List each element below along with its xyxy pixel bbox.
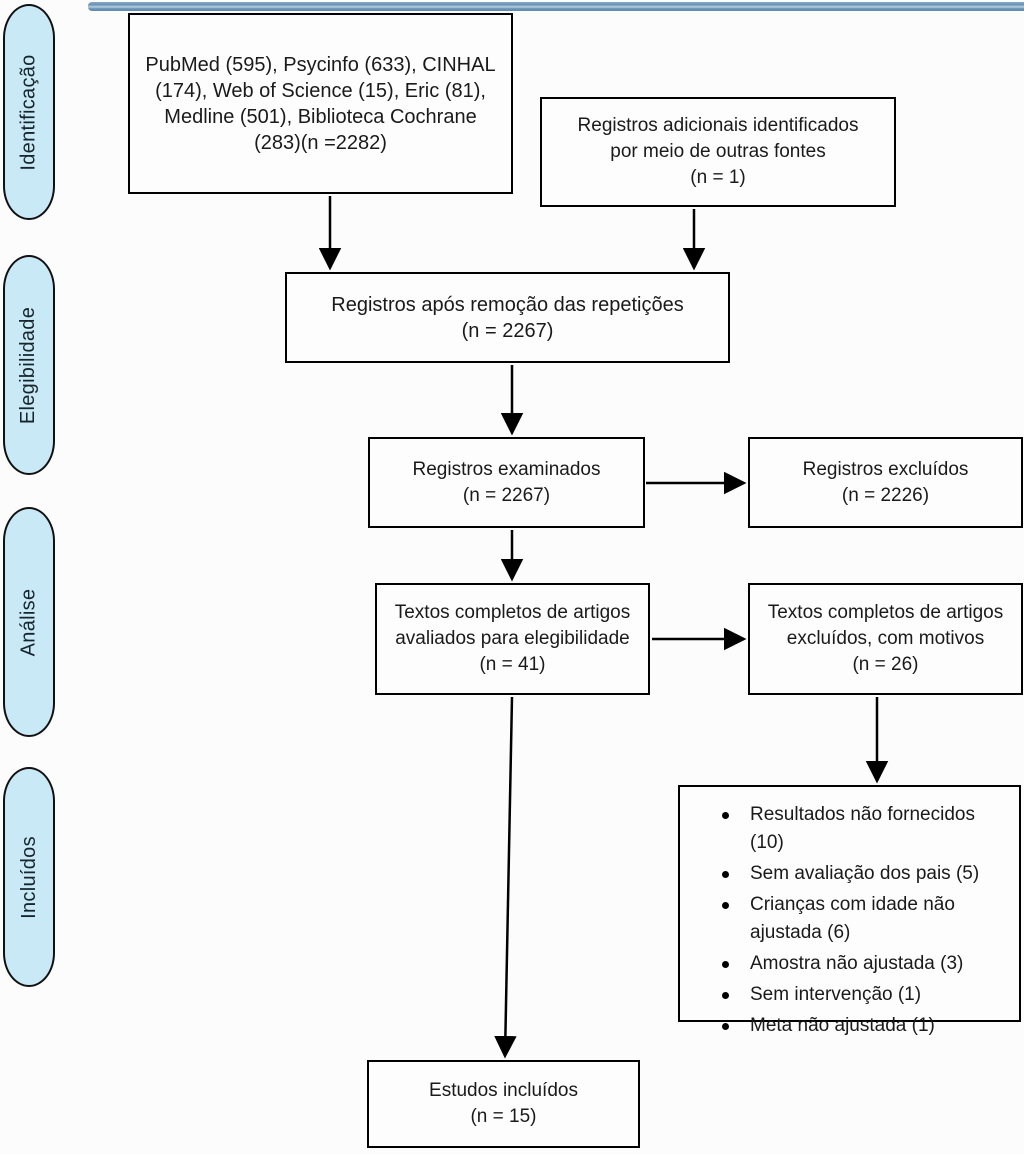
stage-analise-label: Análise: [17, 588, 40, 656]
stage-analise: [3, 507, 55, 737]
box-sources-line: (283)(n =2282): [254, 131, 387, 154]
stage-incluidos-label: Incluídos: [17, 835, 40, 919]
exclusion-reason-item: Sem intervenção (1): [694, 981, 1009, 1009]
box-studies-included-line: (n = 15): [470, 1106, 537, 1127]
box-after-dedup-line: (n = 2267): [461, 319, 554, 342]
box-additional-records: [540, 97, 896, 207]
box-fulltext-excluded-line: Textos completos de artigos: [767, 602, 1004, 623]
box-fulltext-assessed-line: Textos completos de artigos: [394, 602, 631, 623]
stage-incluidos: [3, 767, 55, 987]
box-sources-line: Medline (501), Biblioteca Cochrane: [164, 105, 477, 128]
box-records-excluded-line: Registros excluídos: [802, 458, 969, 480]
exclusion-reason-item: Sem avaliação dos pais (5): [694, 860, 1009, 888]
stage-elegibilidade-label: Elegibilidade: [17, 306, 40, 424]
box-exclusion-reasons: [678, 785, 1021, 1036]
top-accent-bar: [88, 2, 1024, 11]
box-additional-records-line: Registros adicionais identificados: [577, 115, 859, 136]
exclusion-reason-item: Resultados não fornecidos (10): [694, 801, 1009, 857]
stage-elegibilidade: [3, 255, 55, 475]
box-studies-included-line: Estudos incluídos: [429, 1080, 578, 1101]
box-additional-records-line: por meio de outras fontes: [610, 141, 826, 162]
box-fulltext-assessed: [375, 583, 650, 695]
box-after-dedup-line: Registros após remoção das repetições: [331, 293, 684, 316]
box-sources: [128, 13, 513, 194]
box-studies-included: [367, 1060, 640, 1148]
box-fulltext-assessed-line: avaliados para elegibilidade: [395, 628, 630, 649]
stage-identificacao: [3, 4, 55, 220]
box-fulltext-excluded-line: (n = 26): [852, 654, 919, 675]
box-records-screened-line: Registros examinados: [412, 458, 601, 480]
box-sources-line: PubMed (595), Psycinfo (633), CINHAL: [145, 53, 496, 76]
exclusion-reason-item: Amostra não ajustada (3): [694, 950, 1009, 978]
exclusion-reasons-list: [694, 801, 1009, 1040]
box-records-screened-line: (n = 2267): [462, 484, 551, 506]
box-additional-records-line: (n = 1): [690, 167, 746, 188]
box-fulltext-assessed-line: (n = 41): [479, 654, 546, 675]
stage-identificacao-label: Identificação: [17, 53, 40, 171]
exclusion-reason-item: Crianças com idade não ajustada (6): [694, 891, 1009, 947]
box-fulltext-excluded: [748, 583, 1023, 695]
box-sources-line: (174), Web of Science (15), Eric (81),: [155, 79, 486, 102]
box-records-excluded-line: (n = 2226): [841, 484, 930, 506]
box-records-excluded: [748, 437, 1023, 528]
box-fulltext-excluded-line: excluídos, com motivos: [786, 628, 985, 649]
exclusion-reason-item: Meta não ajustada (1): [694, 1012, 1009, 1040]
box-after-dedup: [285, 272, 730, 363]
box-records-screened: [368, 437, 645, 528]
arrow-fulltext-to-included: [505, 697, 512, 1056]
